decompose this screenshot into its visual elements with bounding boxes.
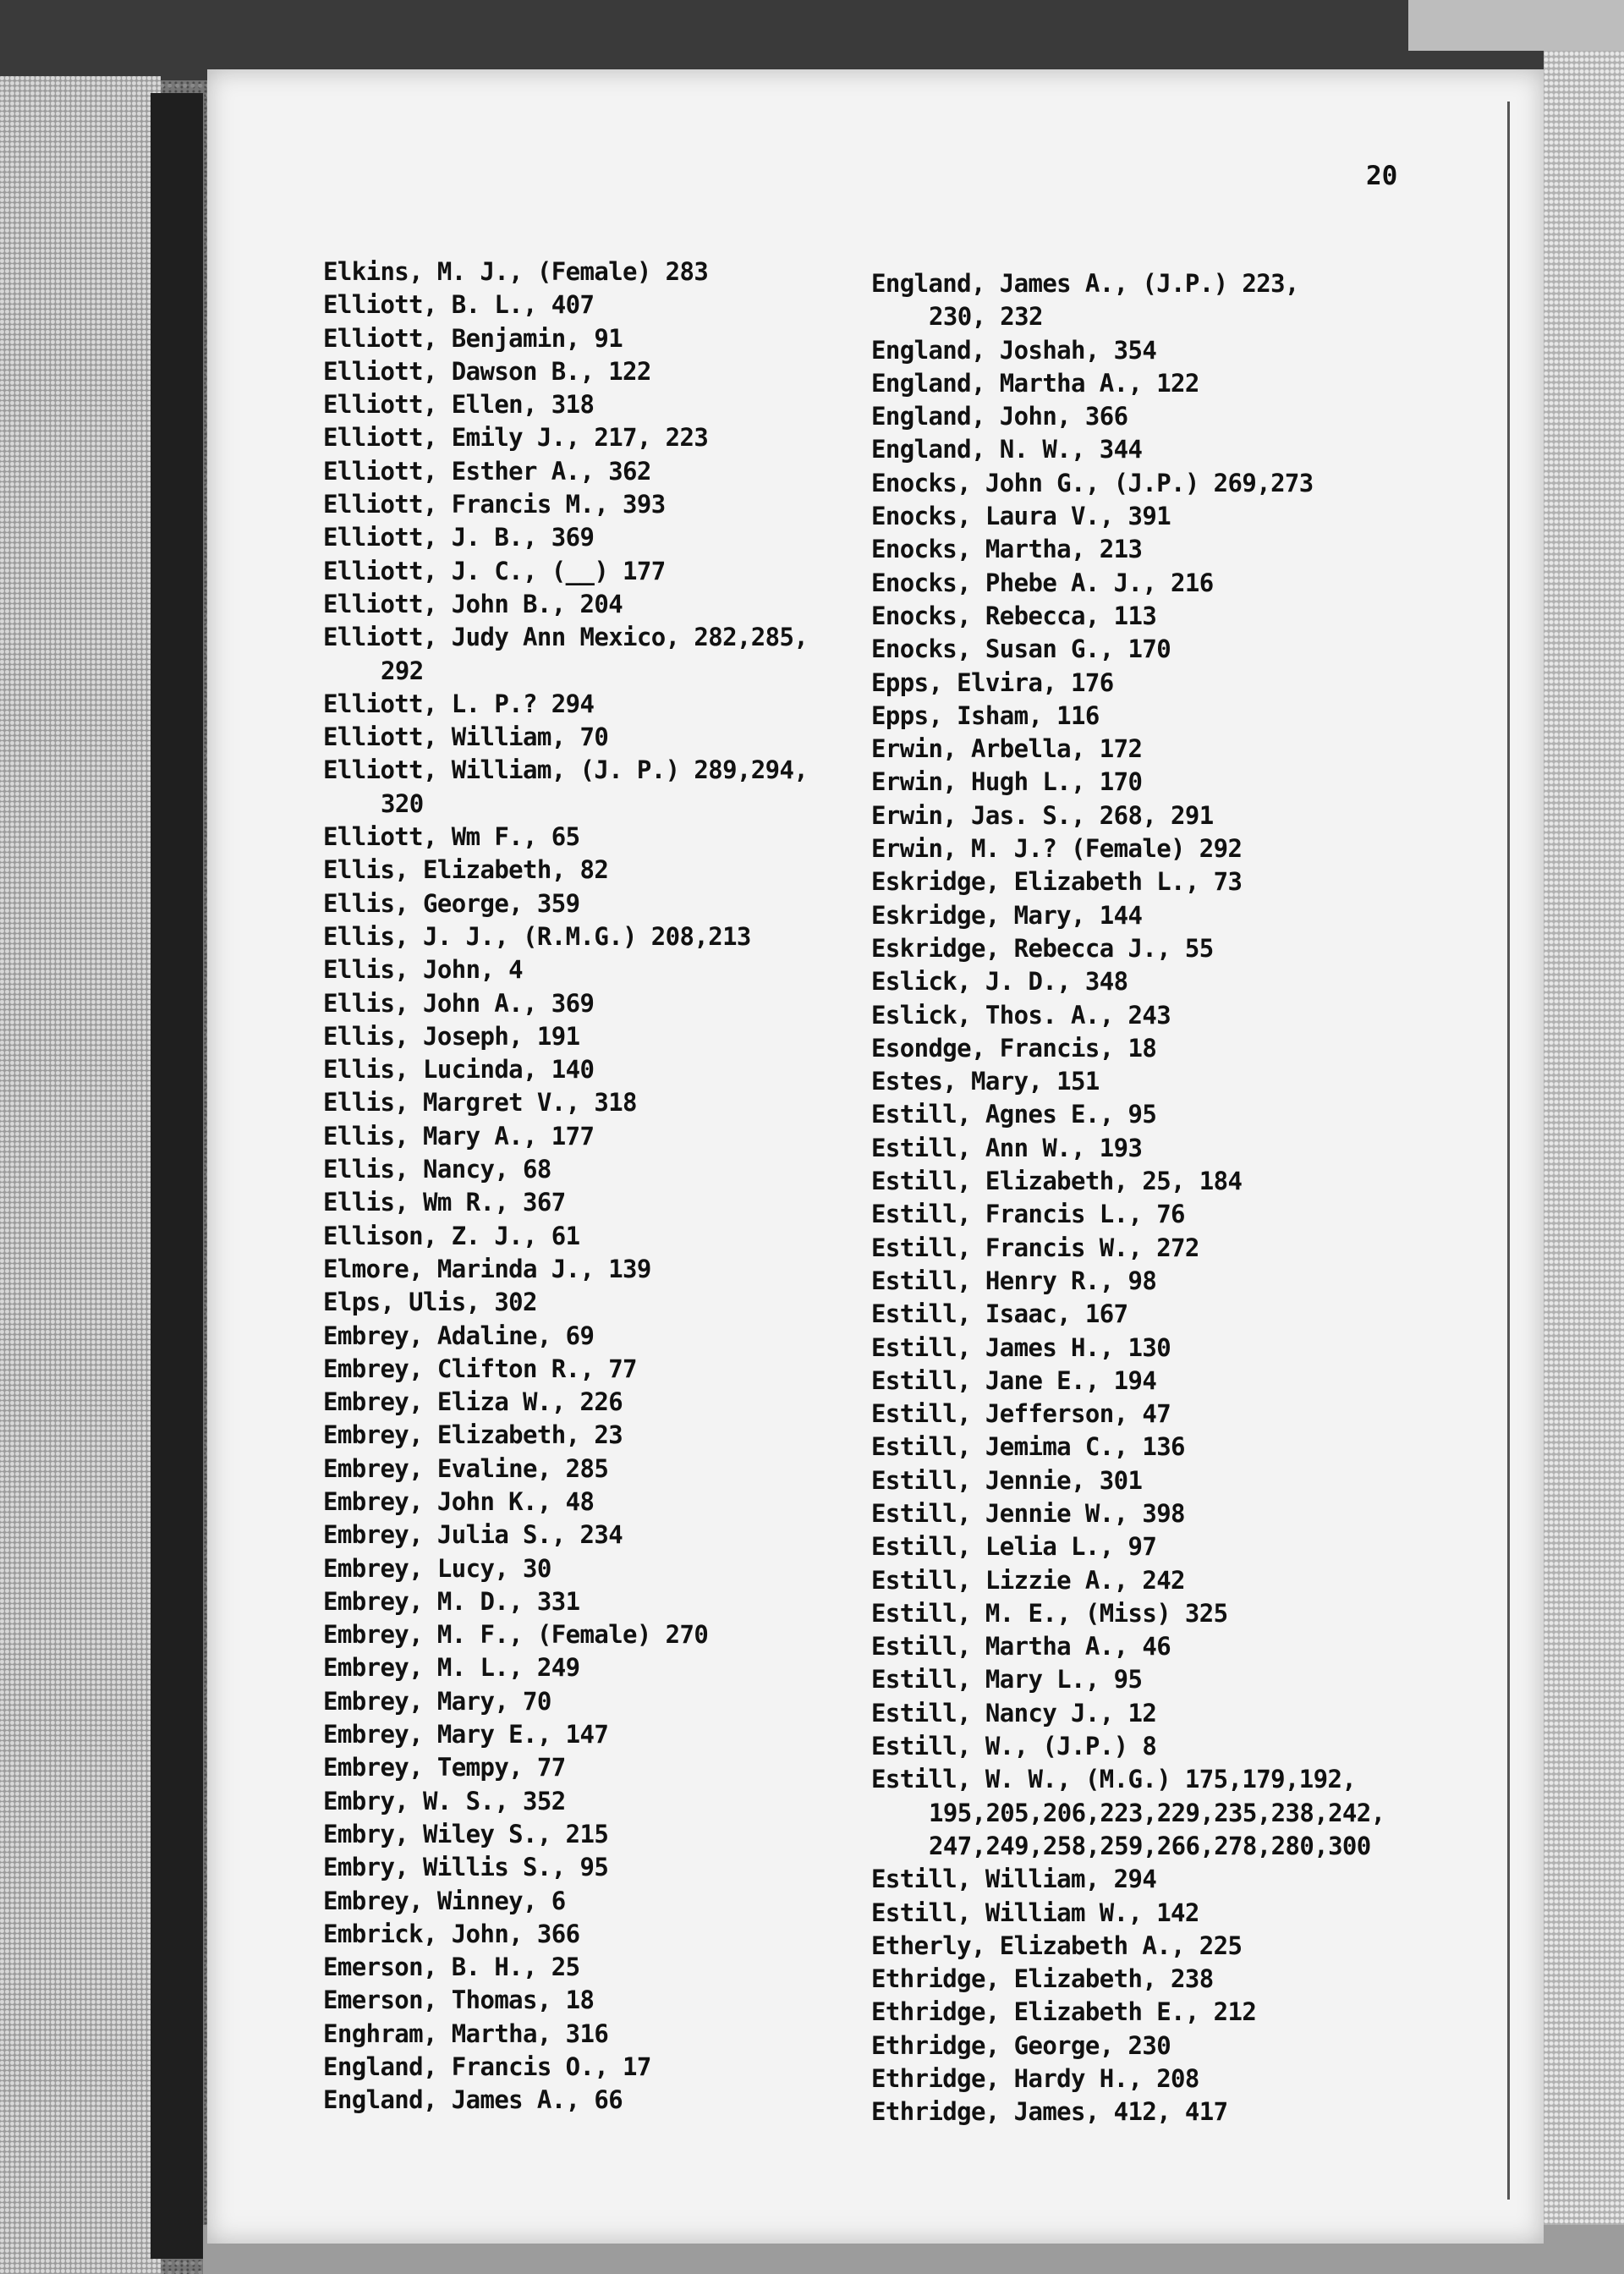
index-entry [323,1718,864,1751]
index-entry-continuation: 230, 232 [929,302,1043,332]
index-entry [323,1386,864,1419]
index-entry-text: Etherly, Elizabeth A., 225 [871,1931,1243,1960]
index-entry-text: Elliott, John B., 204 [323,589,623,618]
index-entry-text: Embrey, Clifton R., 77 [323,1354,637,1383]
index-entry [871,1265,1429,1298]
index-entry-text: Erwin, Hugh L., 170 [871,767,1143,797]
index-entry [871,1464,1429,1497]
index-entry [871,932,1429,965]
index-entry-text: Estill, Lelia L., 97 [871,1532,1157,1562]
index-entry-text: Embrey, Lucy, 30 [323,1553,551,1583]
index-entry-text: Ellis, Lucinda, 140 [323,1055,595,1085]
index-entry [323,1651,864,1684]
index-entry-text: Ethridge, James, 412, 417 [871,2097,1228,2127]
index-entry-text: Embry, Wiley S., 215 [323,1819,609,1848]
index-entry [871,1232,1429,1265]
index-entry-text: Enocks, Laura V., 391 [871,502,1171,531]
index-entry-text: Estill, Jane E., 194 [871,1365,1157,1395]
index-entry [323,1419,864,1452]
index-entry [323,887,864,920]
index-entry-text: England, John, 366 [871,402,1128,431]
index-entry [871,1530,1429,1563]
index-entry-text: Embry, W. S., 352 [323,1786,566,1815]
index-entry-text: Enocks, John G., (J.P.) 269,273 [871,468,1314,497]
index-entry-text: Embrey, Mary E., 147 [323,1720,609,1749]
index-entry [323,1785,864,1818]
index-entry [323,355,864,388]
index-entry-text: Estill, James H., 130 [871,1332,1171,1362]
index-entry-continuation: 320 [381,788,424,818]
index-entry-text: Embrey, Winney, 6 [323,1886,566,1915]
index-entry-text: Embrey, M. D., 331 [323,1586,580,1616]
index-entry [323,555,864,588]
index-entry [871,832,1429,865]
index-column-right [871,267,1429,2129]
index-entry [871,267,1429,334]
index-entry-text: Elliott, B. L., 407 [323,290,595,320]
index-entry-text: Elliott, Benjamin, 91 [323,323,623,353]
index-entry [323,953,864,986]
index-entry-text: Ethridge, George, 230 [871,2030,1171,2060]
index-entry [323,821,864,854]
index-entry-text: Epps, Elvira, 176 [871,667,1114,697]
index-entry [871,334,1429,367]
index-entry [871,1165,1429,1198]
index-entry [871,799,1429,832]
index-entry-text: Elliott, J. B., 369 [323,523,595,552]
index-entry-text: Elkins, M. J., (Female) 283 [323,257,709,286]
index-entry [871,367,1429,400]
index-entry-text: England, N. W., 344 [871,435,1143,464]
index-entry [871,1132,1429,1165]
index-entry-text: Embrey, M. L., 249 [323,1653,580,1683]
index-entry-text: Ellison, Z. J., 61 [323,1221,580,1250]
index-entry [871,1963,1429,1996]
index-entry [323,588,864,621]
index-entry [323,1685,864,1718]
index-entry [323,920,864,953]
index-entry [323,1851,864,1884]
index-entry [323,322,864,355]
index-entry-text: Ellis, J. J., (R.M.G.) 208,213 [323,921,751,951]
index-entry [871,1365,1429,1398]
index-entry-text: Estill, William W., 142 [871,1898,1199,1927]
index-entry-text: Estill, Jennie W., 398 [871,1498,1185,1528]
index-entry [871,733,1429,766]
index-entry [323,1186,864,1219]
index-entry-text: Enghram, Martha, 316 [323,2019,609,2048]
index-entry [323,1519,864,1552]
index-entry [871,2030,1429,2063]
index-entry-text: Epps, Isham, 116 [871,700,1100,730]
index-entry-text: England, Martha A., 122 [871,368,1199,398]
index-entry-text: Enocks, Rebecca, 113 [871,601,1157,630]
index-entry [871,865,1429,898]
index-entry [871,700,1429,733]
index-entry-text: Emerson, Thomas, 18 [323,1986,595,2015]
index-entry-text: Embrick, John, 366 [323,1919,580,1948]
index-entry-continuation: 195,205,206,223,229,235,238,242, [929,1798,1385,1827]
index-entry [323,255,864,288]
index-entry [871,1298,1429,1331]
index-entry-text: Estes, Mary, 151 [871,1067,1100,1096]
index-entry [871,1065,1429,1098]
index-entry-text: Elps, Ulis, 302 [323,1288,537,1317]
index-entry [323,1751,864,1784]
index-entry [871,899,1429,932]
index-entry-text: Elliott, Judy Ann Mexico, 282,285, [323,623,809,652]
index-entry-text: England, Joshah, 354 [871,335,1157,365]
book-binding [151,93,203,2259]
index-entry-text: England, James A., (J.P.) 223, [871,269,1299,298]
index-entry [871,1098,1429,1131]
index-entry [323,1885,864,1918]
index-entry-text: Elliott, Ellen, 318 [323,390,595,420]
index-entry-text: Embrey, Evaline, 285 [323,1453,609,1483]
index-entry-text: Embrey, Julia S., 234 [323,1520,623,1550]
index-entry-text: Estill, M. E., (Miss) 325 [871,1598,1228,1628]
index-entry-text: Ellis, Nancy, 68 [323,1155,551,1184]
index-entry [871,1332,1429,1365]
index-entry [871,1763,1429,1863]
index-entry [871,1198,1429,1231]
index-entry-text: Ellis, Wm R., 367 [323,1188,566,1217]
index-entry-text: Ellis, John A., 369 [323,988,595,1018]
index-entry-continuation: 292 [381,656,424,685]
index-entry [323,1353,864,1386]
page-number: 20 [1366,161,1398,191]
index-entry [323,688,864,721]
index-entry [323,1552,864,1585]
page-fold-line [1507,102,1510,2200]
index-entry-text: Erwin, Jas. S., 268, 291 [871,800,1214,830]
index-entry [323,2051,864,2084]
index-entry-text: Ellis, John, 4 [323,955,524,985]
index-entry [323,1053,864,1086]
index-entry-text: Emerson, B. H., 25 [323,1953,580,1982]
index-entry [323,455,864,488]
index-entry-text: Embry, Willis S., 95 [323,1853,609,1882]
index-entry-text: Ellis, Elizabeth, 82 [323,855,609,885]
index-entry-text: Embrey, M. F., (Female) 270 [323,1620,709,1650]
index-entry [871,1697,1429,1730]
index-entry [871,633,1429,666]
index-entry [323,1253,864,1286]
index-entry [323,1918,864,1951]
index-entry-text: Estill, Agnes E., 95 [871,1100,1157,1129]
index-entry [323,2018,864,2051]
index-entry-text: Estill, W. W., (M.G.) 175,179,192, [871,1765,1357,1794]
index-entry [871,667,1429,700]
index-entry [871,500,1429,533]
index-entry [871,1597,1429,1630]
index-entry-text: Estill, Jefferson, 47 [871,1399,1171,1429]
index-entry-text: Elliott, Francis M., 393 [323,490,666,519]
index-entry [871,1564,1429,1597]
index-entry [323,854,864,887]
index-entry-text: Ellis, Mary A., 177 [323,1121,595,1151]
index-entry-text: Ethridge, Hardy H., 208 [871,2064,1199,2094]
index-entry [871,1996,1429,2029]
index-entry-text: Elmore, Marinda J., 139 [323,1254,651,1283]
index-entry-text: Estill, Ann W., 193 [871,1133,1143,1162]
index-entry-text: Ellis, Joseph, 191 [323,1021,580,1051]
index-entry [323,1120,864,1153]
index-entry-text: Ellis, George, 359 [323,888,580,918]
index-entry [323,521,864,554]
index-entry-text: Eskridge, Rebecca J., 55 [871,933,1214,963]
index-entry [323,388,864,421]
index-entry-text: England, Francis O., 17 [323,2052,651,2082]
index-entry [323,754,864,821]
index-entry [323,488,864,521]
index-entry [871,1897,1429,1930]
index-entry-text: Estill, Henry R., 98 [871,1266,1157,1295]
index-entry-text: Estill, Jemima C., 136 [871,1432,1185,1462]
index-entry-text: Elliott, William, 70 [323,722,609,752]
index-entry [323,1020,864,1053]
index-entry [323,987,864,1020]
index-entry [871,467,1429,500]
scan-top-right-edge [1408,0,1624,51]
index-entry-text: Estill, Francis L., 76 [871,1200,1185,1229]
index-entry-text: Enocks, Martha, 213 [871,535,1143,564]
index-entry-text: Elliott, Emily J., 217, 223 [323,423,709,453]
index-entry [323,1984,864,2017]
index-entry-text: Erwin, M. J.? (Female) 292 [871,834,1243,864]
index-entry [871,400,1429,433]
index-entry-text: Embrey, Adaline, 69 [323,1321,595,1350]
next-page-edge [1544,51,1624,2274]
index-entry-text: Embrey, Tempy, 77 [323,1753,566,1782]
index-entry-text: Enocks, Phebe A. J., 216 [871,568,1214,597]
index-entry-text: Embrey, Elizabeth, 23 [323,1420,623,1450]
index-entry [323,1585,864,1618]
index-entry-text: Enocks, Susan G., 170 [871,634,1171,664]
index-entry-continuation: 247,249,258,259,266,278,280,300 [929,1831,1371,1860]
index-entry-text: Estill, William, 294 [871,1865,1157,1894]
index-entry-text: England, James A., 66 [323,2085,623,2115]
index-entry [323,1220,864,1253]
index-entry [871,766,1429,799]
index-entry-text: Embrey, John K., 48 [323,1486,595,1516]
index-entry [871,1630,1429,1663]
index-entry [871,1863,1429,1896]
index-entry-text: Elliott, L. P.? 294 [323,689,595,718]
index-entry-text: Estill, Martha A., 46 [871,1632,1171,1662]
index-entry [323,621,864,688]
index-entry [871,999,1429,1032]
index-entry-text: Estill, W., (J.P.) 8 [871,1732,1157,1761]
scan-top-shadow [0,0,1624,80]
index-entry [871,1730,1429,1763]
index-entry [323,1486,864,1519]
index-entry-text: Ellis, Margret V., 318 [323,1088,637,1118]
index-entry [871,1497,1429,1530]
index-entry [323,1618,864,1651]
index-entry [871,1398,1429,1431]
index-entry [871,2095,1429,2128]
index-entry-text: Estill, Isaac, 167 [871,1299,1128,1329]
index-entry [871,600,1429,633]
index-entry [871,433,1429,466]
index-entry-text: Embrey, Eliza W., 226 [323,1387,623,1417]
index-entry [323,1286,864,1319]
index-entry-text: Estill, Nancy J., 12 [871,1698,1157,1727]
index-entry [871,2063,1429,2095]
index-entry [323,1951,864,1984]
index-entry-text: Esondge, Francis, 18 [871,1033,1157,1063]
facing-page-edge [0,76,161,2274]
index-entry-text: Erwin, Arbella, 172 [871,734,1143,764]
index-entry [323,1453,864,1486]
index-entry-text: Elliott, J. C., (__) 177 [323,556,666,585]
index-entry [871,1663,1429,1696]
index-entry-text: Estill, Jennie, 301 [871,1465,1143,1495]
index-entry-text: Eskridge, Elizabeth L., 73 [871,867,1243,897]
index-entry [323,1818,864,1851]
index-entry [323,1320,864,1353]
index-entry-text: Ethridge, Elizabeth, 238 [871,1964,1214,1994]
index-entry-text: Elliott, Esther A., 362 [323,456,651,486]
index-entry-text: Elliott, Wm F., 65 [323,822,580,852]
index-entry-text: Estill, Lizzie A., 242 [871,1565,1185,1595]
index-entry-text: Embrey, Mary, 70 [323,1686,551,1716]
index-entry [871,533,1429,566]
index-entry [871,965,1429,998]
index-entry-text: Elliott, William, (J. P.) 289,294, [323,755,809,785]
index-entry-text: Estill, Elizabeth, 25, 184 [871,1167,1243,1196]
index-column-left [323,255,864,2117]
index-entry [323,2084,864,2117]
index-entry [871,1032,1429,1065]
index-entry [323,721,864,754]
index-entry [871,567,1429,600]
index-entry-text: Elliott, Dawson B., 122 [323,356,651,386]
index-entry-text: Ethridge, Elizabeth E., 212 [871,1997,1257,2027]
index-entry [323,1086,864,1119]
index-entry-text: Estill, Mary L., 95 [871,1665,1143,1695]
index-entry [871,1431,1429,1464]
index-entry-text: Eslick, J. D., 348 [871,967,1128,997]
index-entry-text: Estill, Francis W., 272 [871,1233,1199,1262]
index-entry [323,288,864,321]
index-entry [323,1153,864,1186]
index-entry-text: Eskridge, Mary, 144 [871,900,1143,930]
index-entry-text: Eslick, Thos. A., 243 [871,1000,1171,1030]
index-entry [323,421,864,454]
index-entry [871,1930,1429,1963]
